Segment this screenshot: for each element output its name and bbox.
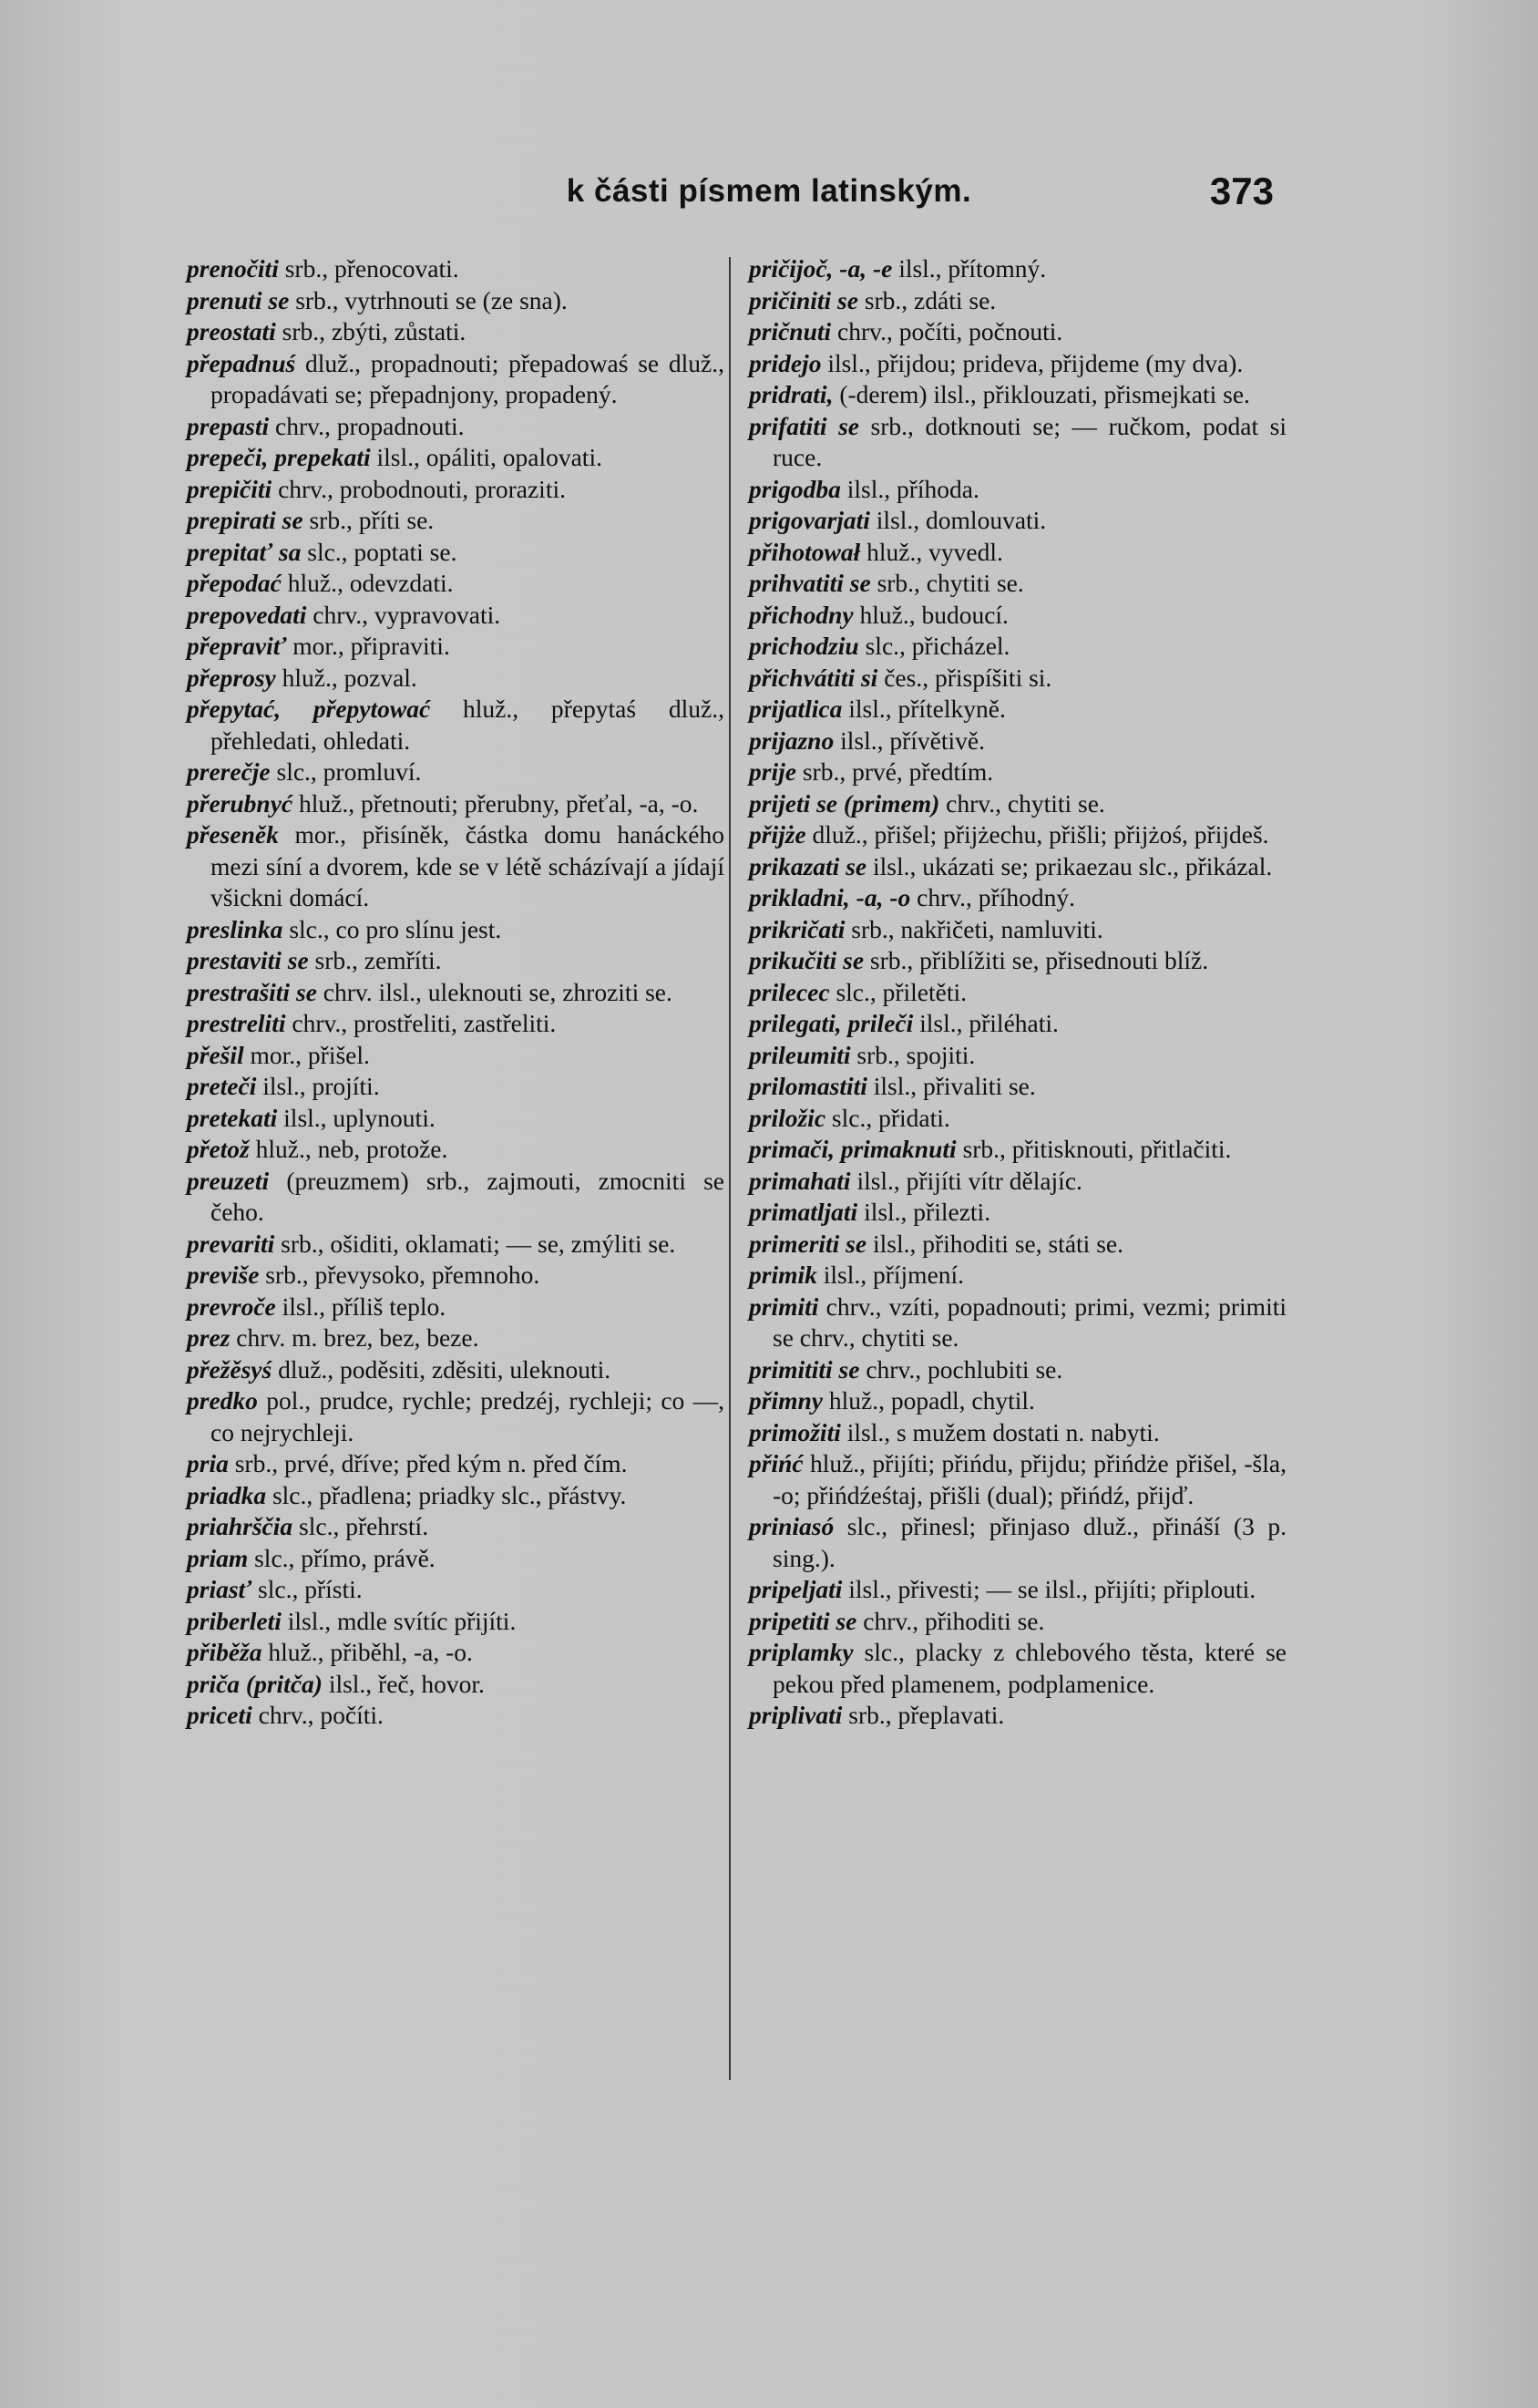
entry-definition: hluž., přijíti; přińdu, přijdu; přińdże přišel, -šla, -o; přińdźeśtaj, přišli (dual); přińdź, přijď. [773,1449,1287,1509]
dictionary-entry [749,505,1287,537]
entry-definition: slc., poptati se. [301,537,457,566]
entry-definition: ilsl., přihoditi se, státi se. [866,1229,1123,1258]
dictionary-entry [187,411,724,443]
entry-definition: chrv., propadnouti. [269,411,465,440]
entry-definition: hluž., přetnouti; přerubny, přeťal, -a, -o. [292,788,699,818]
dictionary-entry [749,1103,1287,1135]
entry-definition: chrv., chytiti se. [939,788,1105,818]
entry-definition: hluž., vyvedl. [860,537,1003,566]
dictionary-entry [187,474,724,506]
entry-headword: pretekati [187,1103,278,1132]
entry-headword: preslinka [187,914,283,943]
dictionary-entry [749,1040,1287,1072]
entry-definition: chrv., probodnouti, proraziti. [272,474,566,503]
entry-headword: prikazati se [749,851,867,880]
dictionary-entry [187,914,724,946]
entry-definition: ilsl., přijíti vítr dělajíc. [850,1166,1082,1195]
dictionary-entry [749,1197,1287,1229]
dictionary-entry [749,537,1287,569]
dictionary-entry [187,600,724,632]
entry-definition: ilsl., uplynouti. [277,1103,436,1132]
entry-definition: srb., přenocovati. [278,254,459,283]
entry-headword: prepeči, prepekati [187,443,371,471]
entry-headword: prerečje [187,757,271,786]
entry-definition: ilsl., domlouvati. [869,506,1047,534]
entry-definition: slc., přadlena; priadky slc., přástvy. [266,1480,627,1509]
entry-definition: ilsl., příhoda. [840,474,979,503]
entry-headword: priadka [187,1480,267,1509]
dictionary-entry [187,568,724,600]
page-number: 373 [1209,170,1274,212]
entry-definition: chrv., počíti, počnouti. [831,317,1063,345]
entry-headword: prestrašiti se [187,977,317,1006]
entry-definition: mor., přišel. [243,1040,370,1069]
entry-headword: prepasti [187,411,270,440]
dictionary-entry [187,1229,724,1261]
dictionary-entry [187,1669,724,1701]
entry-headword: primititi se [749,1354,860,1384]
entry-definition: ilsl., přívětivě. [834,725,985,755]
dictionary-entry [187,694,724,756]
entry-definition: srb., spojiti. [850,1040,976,1069]
dictionary-entry [749,851,1287,883]
dictionary-entry [749,882,1287,914]
dictionary-entry [749,945,1287,977]
entry-definition: slc., přímo, právě. [248,1543,436,1572]
entry-headword: priasť [187,1575,252,1603]
entry-definition: slc., přinesl; přinjaso dluž., přináší (3 p. sing.). [773,1512,1287,1572]
entry-definition: dluž., propadnouti; přepadowaś se dluž., propadávati se; přepadnjony, propadený. [210,348,724,408]
entry-definition: srb., převysoko, přemnoho. [259,1261,540,1289]
dictionary-entry [749,316,1287,348]
entry-headword: prikričati [749,914,846,943]
entry-definition: chrv., prostřeliti, zastřeliti. [285,1009,557,1037]
entry-definition: chrv., vzíti, popadnouti; primi, vezmi; primiti se chrv., chytiti se. [773,1291,1287,1352]
running-head: k části písmem latinským. [566,173,972,209]
entry-headword: prikučiti se [749,946,865,974]
column-divider [729,257,731,2080]
dictionary-entry [187,285,724,317]
entry-definition: mor., připraviti. [286,632,450,660]
entry-headword: prenuti se [187,285,290,314]
entry-headword: přerubnyć [187,788,293,818]
page-header [0,170,1538,212]
entry-headword: prileumiti [749,1040,851,1069]
dictionary-entry [749,1134,1287,1166]
dictionary-entry [187,1134,724,1166]
entry-definition: srb., prvé, předtím. [795,757,994,786]
entry-headword: pripetiti se [749,1606,857,1635]
dictionary-entry [187,756,724,788]
entry-headword: prevroče [187,1291,276,1321]
dictionary-entry [749,411,1287,474]
dictionary-entry [187,1354,724,1386]
entry-headword: previše [187,1261,260,1289]
dictionary-entry [749,1260,1287,1291]
entry-headword: primahati [749,1166,851,1195]
dictionary-entry [749,694,1287,725]
entry-definition: srb., nakřičeti, namluviti. [845,914,1103,943]
entry-headword: prije [749,757,796,786]
entry-definition: srb., ošiditi, oklamati; — se, zmýliti se. [274,1229,676,1258]
dictionary-entry [749,285,1287,317]
entry-definition: slc., placky z chlebového těsta, které se pekou před plamenem, podplamenice. [773,1638,1287,1698]
entry-headword: prigodba [749,474,841,503]
entry-headword: primatljati [749,1198,858,1226]
entry-headword: prestaviti se [187,946,309,974]
entry-definition: srb., zbýti, zůstati. [275,317,467,345]
entry-definition: srb., zdáti se. [857,285,997,314]
entry-headword: preostati [187,317,276,345]
entry-headword: přepadnuś [187,348,296,377]
entry-definition: chrv. m. brez, bez, beze. [230,1323,479,1352]
entry-headword: priahrščia [187,1512,293,1540]
entry-definition: slc., co pro slínu jest. [282,914,502,943]
dictionary-entry [749,348,1287,380]
entry-definition: srb., prvé, dříve; před kým n. před čím. [228,1449,628,1477]
dictionary-entry [749,600,1287,632]
entry-headword: přešil [187,1040,244,1069]
entry-definition: ilsl., příjmení. [816,1261,965,1289]
entry-headword: pričiniti se [749,285,858,314]
dictionary-entry [749,1071,1287,1103]
entry-definition: ilsl., opáliti, opalovati. [370,443,602,471]
entry-headword: prez [187,1323,231,1352]
entry-definition: hluž., budoucí. [853,600,1009,629]
entry-definition: ilsl., přiléhati. [913,1009,1059,1037]
entry-headword: primiti [749,1291,819,1321]
entry-headword: přeseněk [187,820,279,849]
dictionary-entry [187,1040,724,1072]
dictionary-entry [749,1606,1287,1638]
entry-definition: ilsl., přítelkyně. [842,695,1006,723]
dictionary-entry [749,914,1287,946]
entry-definition: srb., příti se. [302,506,435,534]
entry-headword: preteči [187,1072,257,1100]
entry-headword: přimny [749,1386,823,1415]
dictionary-entry [187,1103,724,1135]
dictionary-entry [187,631,724,663]
entry-headword: přichvátiti si [749,663,878,692]
entry-definition: hluž., odevzdati. [281,569,454,597]
dictionary-entry [187,505,724,537]
dictionary-entry [187,663,724,695]
dictionary-entry [187,1700,724,1732]
left-column [187,253,724,1732]
entry-definition: mor., přisíněk, částka domu hanáckého mezi síní a dvorem, kde se v létě scházívají a jídají všickni domácí. [210,820,724,911]
entry-headword: prichodziu [749,632,859,660]
dictionary-entry [749,631,1287,663]
dictionary-entry [187,442,724,474]
entry-headword: prilomastiti [749,1072,867,1100]
entry-definition: slc., přehrstí. [292,1512,429,1540]
entry-definition: ilsl., přivesti; — se ilsl., přijíti; připlouti. [842,1575,1256,1603]
entry-headword: primožiti [749,1417,841,1446]
entry-headword: přichodny [749,600,854,629]
dictionary-entry [187,316,724,348]
dictionary-entry [187,1071,724,1103]
entry-headword: prigovarjati [749,506,870,534]
entry-definition: slc., promluví. [270,757,422,786]
dictionary-entry [749,756,1287,788]
entry-definition: ilsl., mdle svítíc přijíti. [281,1606,517,1635]
dictionary-entry [187,1606,724,1638]
dictionary-entry [749,1354,1287,1386]
dictionary-entry [749,788,1287,820]
entry-definition: srb., přeplavati. [842,1701,1005,1729]
dictionary-entry [749,253,1287,285]
dictionary-entry [187,977,724,1009]
entry-headword: přepraviť [187,632,287,660]
entry-headword: přiběža [187,1638,262,1666]
dictionary-entry [749,1511,1287,1574]
dictionary-entry [187,537,724,569]
dictionary-entry [749,1574,1287,1606]
entry-definition: ilsl., přítomný. [892,254,1047,283]
entry-headword: prijazno [749,725,835,755]
dictionary-entry [187,945,724,977]
dictionary-entry [187,1166,724,1229]
dictionary-entry [749,663,1287,695]
entry-headword: prevariti [187,1229,275,1258]
entry-definition: chrv., přihoditi se. [856,1606,1045,1635]
dictionary-entry [187,1448,724,1480]
entry-headword: priložic [749,1103,826,1132]
dictionary-entry [749,1291,1287,1354]
entry-definition: slc., přicházel. [858,632,1010,660]
entry-headword: prepitať sa [187,537,302,566]
entry-headword: prepovedati [187,600,307,629]
dictionary-entry [749,379,1287,411]
dictionary-entry [187,1574,724,1606]
dictionary-entry [187,1008,724,1040]
entry-headword: priplivati [749,1701,843,1729]
entry-definition: hluž., popadl, chytil. [822,1386,1035,1415]
dictionary-entry [749,1417,1287,1449]
entry-definition: (-derem) ilsl., přiklouzati, přismejkati se. [833,380,1250,408]
entry-definition: ilsl., s mužem dostati n. nabyti. [840,1417,1160,1446]
entry-headword: priam [187,1543,249,1572]
dictionary-entry [749,474,1287,506]
entry-headword: přepodać [187,569,282,597]
entry-headword: přežěsyś [187,1354,272,1384]
entry-definition: ilsl., přijdou; prideva, přijdeme (my dva). [821,348,1244,377]
entry-headword: pridejo [749,348,822,377]
dictionary-entry [187,348,724,411]
entry-definition: srb., vytrhnouti se (ze sna). [289,285,568,314]
entry-headword: prepičiti [187,474,272,503]
entry-definition: srb., dotknouti se; — ručkom, podat si ruce. [773,411,1287,471]
entry-headword: pripeljati [749,1575,843,1603]
entry-definition: hluž., pozval. [275,663,417,692]
entry-headword: přijże [749,820,806,849]
dictionary-entry [749,1700,1287,1732]
dictionary-entry [187,1511,724,1543]
entry-headword: prijatlica [749,695,843,723]
dictionary-entry [187,1322,724,1354]
entry-definition: čes., přispíšiti si. [877,663,1052,692]
entry-headword: prepirati se [187,506,303,534]
dictionary-entry [749,1448,1287,1511]
entry-headword: prijeti se (primem) [749,788,940,818]
entry-definition: slc., přísti. [251,1575,363,1603]
entry-headword: preuzeti [187,1166,270,1195]
dictionary-entry [749,1229,1287,1261]
entry-headword: přińć [749,1449,804,1477]
entry-definition: chrv., vypravovati. [306,600,501,629]
dictionary-entry [187,788,724,820]
entry-headword: prilegati, prileči [749,1009,914,1037]
entry-headword: přihotował [749,537,861,566]
entry-definition: ilsl., přivaliti se. [866,1072,1036,1100]
entry-definition: slc., přidati. [825,1103,950,1132]
entry-definition: ilsl., příliš teplo. [275,1291,446,1321]
dictionary-entry [187,253,724,285]
entry-definition: hluž., neb, protože. [249,1135,448,1163]
entry-definition: srb., chytiti se. [870,569,1024,597]
entry-headword: primači, primaknuti [749,1135,957,1163]
entry-definition: chrv. ilsl., uleknouti se, zhroziti se. [316,977,672,1006]
entry-headword: priniasó [749,1512,835,1540]
entry-headword: prenočiti [187,254,279,283]
entry-definition: ilsl., přilezti. [857,1198,991,1226]
entry-headword: pria [187,1449,229,1477]
right-column [749,253,1287,1732]
entry-definition: srb., zemříti. [308,946,442,974]
dictionary-entry [187,1637,724,1669]
dictionary-entry [187,1385,724,1448]
dictionary-entry [187,1260,724,1291]
entry-headword: pričnuti [749,317,832,345]
entry-headword: priceti [187,1701,252,1729]
entry-definition: chrv., pochlubiti se. [859,1354,1063,1384]
dictionary-entry [749,819,1287,851]
dictionary-entry [749,1166,1287,1198]
entry-headword: prifatiti se [749,411,860,440]
entry-headword: pridrati, [749,380,834,408]
entry-headword: prestreliti [187,1009,286,1037]
dictionary-entry [749,1008,1287,1040]
entry-headword: prikladni, -a, -o [749,883,911,911]
dictionary-entry [749,568,1287,600]
entry-definition: slc., přiletěti. [829,977,968,1006]
dictionary-entry [187,1543,724,1575]
entry-definition: dluž., poděsiti, zděsiti, uleknouti. [272,1354,611,1384]
entry-definition: ilsl., projíti. [256,1072,380,1100]
dictionary-entry [749,725,1287,757]
entry-headword: prihvatiti se [749,569,871,597]
dictionary-entry [187,819,724,914]
entry-definition: (preuzmem) srb., zajmouti, zmocniti se čeho. [210,1166,724,1226]
entry-definition: srb., přiblížiti se, přisednouti blíž. [864,946,1209,974]
dictionary-entry [187,1480,724,1512]
entry-headword: priplamky [749,1638,854,1666]
entry-headword: přeprosy [187,663,276,692]
entry-headword: přepytać, přepytować [187,695,431,723]
entry-headword: priberleti [187,1606,282,1635]
entry-headword: priča (pritča) [187,1669,323,1698]
entry-definition: ilsl., řeč, hovor. [322,1669,485,1698]
entry-headword: přetož [187,1135,250,1163]
entry-headword: primeriti se [749,1229,867,1258]
entry-definition: chrv., počíti. [251,1701,384,1729]
entry-definition: hluž., přiběhl, -a, -o. [261,1638,473,1666]
entry-headword: prilecec [749,977,830,1006]
dictionary-entry [749,1385,1287,1417]
dictionary-entry [749,977,1287,1009]
entry-definition: ilsl., ukázati se; prikaezau slc., přikázal. [866,851,1273,880]
entry-headword: predko [187,1386,258,1415]
entry-headword: pričijoč, -a, -e [749,254,893,283]
dictionary-entry [187,1291,724,1323]
entry-definition: hluž., přepytaś dluž., přehledati, ohledati. [210,695,724,755]
entry-definition: dluž., přišel; přijżechu, přišli; přijżoś, přijdeš. [805,820,1269,849]
entry-definition: pol., prudce, rychle; predzéj, rychleji; co —, co nejrychleji. [210,1386,724,1446]
dictionary-entry [749,1637,1287,1700]
entry-headword: primik [749,1261,817,1289]
entry-definition: chrv., příhodný. [910,883,1075,911]
entry-definition: srb., přitisknouti, přitlačiti. [956,1135,1232,1163]
